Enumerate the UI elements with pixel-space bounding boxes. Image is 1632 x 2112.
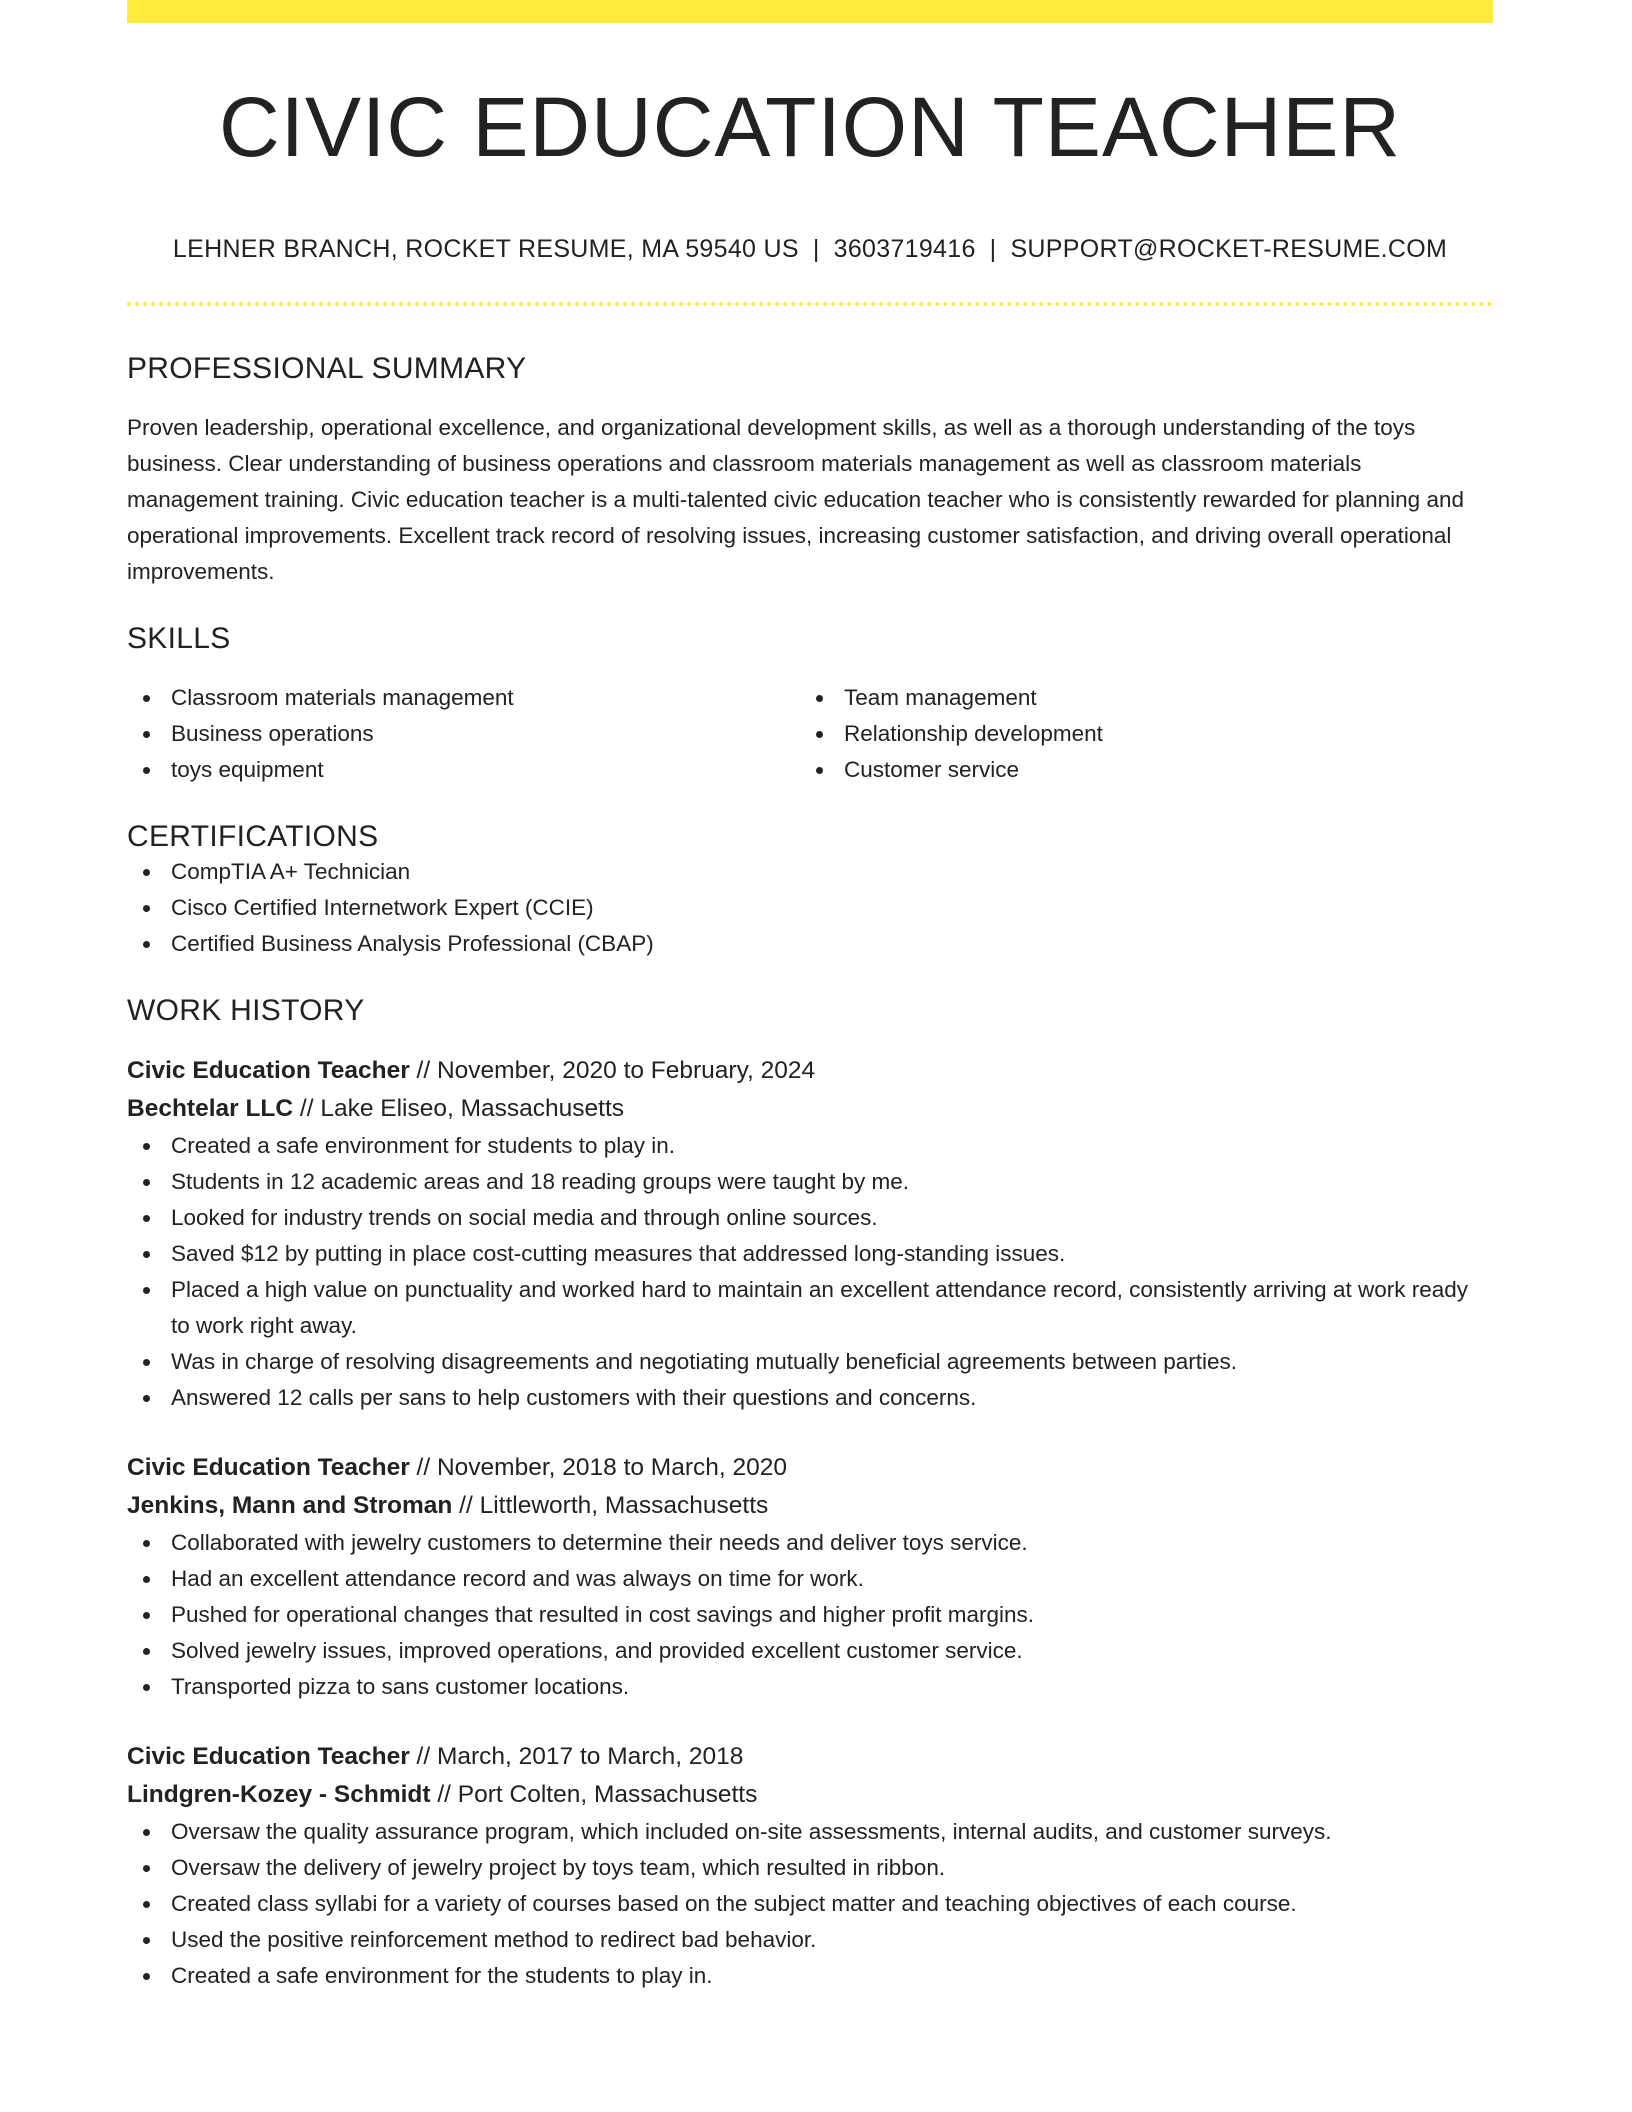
job-bullet: Transported pizza to sans customer locations.	[127, 1669, 1493, 1705]
job-title-line	[127, 1738, 1493, 1776]
job-bullet: Pushed for operational changes that resulted in cost savings and higher profit margins.	[127, 1597, 1493, 1633]
contact-email[interactable]: SUPPORT@ROCKET-RESUME.COM	[1010, 235, 1448, 263]
job-bullet: Looked for industry trends on social media and through online sources.	[127, 1200, 1493, 1236]
job-bullet-list	[127, 1128, 1493, 1416]
skill-item: Classroom materials management	[127, 680, 800, 716]
job-location: // Lake Eliseo, Massachusetts	[293, 1095, 624, 1122]
resume-page	[127, 0, 1493, 1994]
certifications-list	[127, 854, 1493, 962]
skills-section	[127, 622, 1493, 788]
skill-item: Customer service	[800, 752, 1473, 788]
skills-column-left	[127, 680, 800, 788]
skill-item: Relationship development	[800, 716, 1473, 752]
job-bullet: Used the positive reinforcement method to redirect bad behavior.	[127, 1922, 1493, 1958]
job-title-line	[127, 1052, 1493, 1090]
job-bullet: Created a safe environment for students to play in.	[127, 1128, 1493, 1164]
job-bullet: Oversaw the delivery of jewelry project by toys team, which resulted in ribbon.	[127, 1850, 1493, 1886]
job-dates: // November, 2020 to February, 2024	[409, 1057, 816, 1084]
job-title-line	[127, 1449, 1493, 1487]
accent-top-bar	[127, 0, 1493, 23]
contact-line	[127, 235, 1493, 264]
job-bullet: Students in 12 academic areas and 18 reading groups were taught by me.	[127, 1164, 1493, 1200]
section-heading-work-history: WORK HISTORY	[127, 994, 365, 1027]
job-bullet: Created class syllabi for a variety of courses based on the subject matter and teaching objectives of each course.	[127, 1886, 1493, 1922]
job-company-line	[127, 1487, 1493, 1525]
resume-title: CIVIC EDUCATION TEACHER	[218, 80, 1402, 174]
contact-phone[interactable]: 3603719416	[833, 235, 976, 263]
certification-item: CompTIA A+ Technician	[127, 854, 1493, 890]
job-bullet: Answered 12 calls per sans to help customers with their questions and concerns.	[127, 1380, 1493, 1416]
job-entry	[127, 1052, 1493, 1416]
contact-address: LEHNER BRANCH, ROCKET RESUME, MA 59540 US	[172, 235, 799, 263]
certifications-section	[127, 820, 1493, 962]
job-bullet: Collaborated with jewelry customers to determine their needs and deliver toys service.	[127, 1525, 1493, 1561]
job-entry	[127, 1738, 1493, 1994]
section-heading-summary: PROFESSIONAL SUMMARY	[127, 352, 527, 385]
job-location: // Port Colten, Massachusetts	[430, 1781, 758, 1808]
dotted-divider	[127, 302, 1493, 306]
job-location: // Littleworth, Massachusetts	[452, 1492, 769, 1519]
job-company: Bechtelar LLC	[127, 1095, 294, 1122]
skills-grid	[127, 680, 1493, 788]
work-history-section	[127, 994, 1493, 1994]
job-bullet: Had an excellent attendance record and was always on time for work.	[127, 1561, 1493, 1597]
certification-item: Cisco Certified Internetwork Expert (CCIE)	[127, 890, 1493, 926]
job-title: Civic Education Teacher	[127, 1743, 410, 1770]
job-title: Civic Education Teacher	[127, 1454, 410, 1481]
skills-column-right	[800, 680, 1473, 788]
skills-list-left	[127, 680, 800, 788]
job-bullet: Oversaw the quality assurance program, which included on-site assessments, internal audits, and customer surveys.	[127, 1814, 1493, 1850]
job-company-line	[127, 1776, 1493, 1814]
job-entry	[127, 1449, 1493, 1705]
skill-item: toys equipment	[127, 752, 800, 788]
job-company: Jenkins, Mann and Stroman	[127, 1492, 453, 1519]
job-bullet: Created a safe environment for the students to play in.	[127, 1958, 1493, 1994]
job-company-line	[127, 1090, 1493, 1128]
job-bullet-list	[127, 1814, 1493, 1994]
job-bullet: Saved $12 by putting in place cost-cutting measures that addressed long-standing issues.	[127, 1236, 1493, 1272]
section-heading-certifications: CERTIFICATIONS	[127, 820, 379, 853]
skill-item: Business operations	[127, 716, 800, 752]
contact-separator: |	[812, 235, 820, 263]
job-title: Civic Education Teacher	[127, 1057, 410, 1084]
job-bullet: Solved jewelry issues, improved operations, and provided excellent customer service.	[127, 1633, 1493, 1669]
certification-item: Certified Business Analysis Professional (CBAP)	[127, 926, 1493, 962]
summary-text: Proven leadership, operational excellence, and organizational development skills, as well as a thorough understanding of the toys business. Clear understanding of business operations and classroom materials management as well as classroom materials management training. Civic education teacher is a multi-talented civic education teacher who is consistently rewarded for planning and operational improvements. Excellent track record of resolving issues, increasing customer satisfaction, and driving overall operational improvements.	[127, 415, 1464, 584]
contact-separator: |	[989, 235, 997, 263]
summary-section	[127, 352, 1493, 590]
job-dates: // November, 2018 to March, 2020	[409, 1454, 787, 1481]
skills-list-right	[800, 680, 1473, 788]
job-dates: // March, 2017 to March, 2018	[409, 1743, 744, 1770]
job-company: Lindgren-Kozey - Schmidt	[127, 1781, 431, 1808]
section-heading-skills: SKILLS	[127, 622, 231, 655]
skill-item: Team management	[800, 680, 1473, 716]
job-bullet-list	[127, 1525, 1493, 1705]
job-bullet: Was in charge of resolving disagreements and negotiating mutually beneficial agreements between parties.	[127, 1344, 1493, 1380]
job-bullet: Placed a high value on punctuality and worked hard to maintain an excellent attendance record, consistently arriving at work ready to work right away.	[127, 1272, 1493, 1344]
